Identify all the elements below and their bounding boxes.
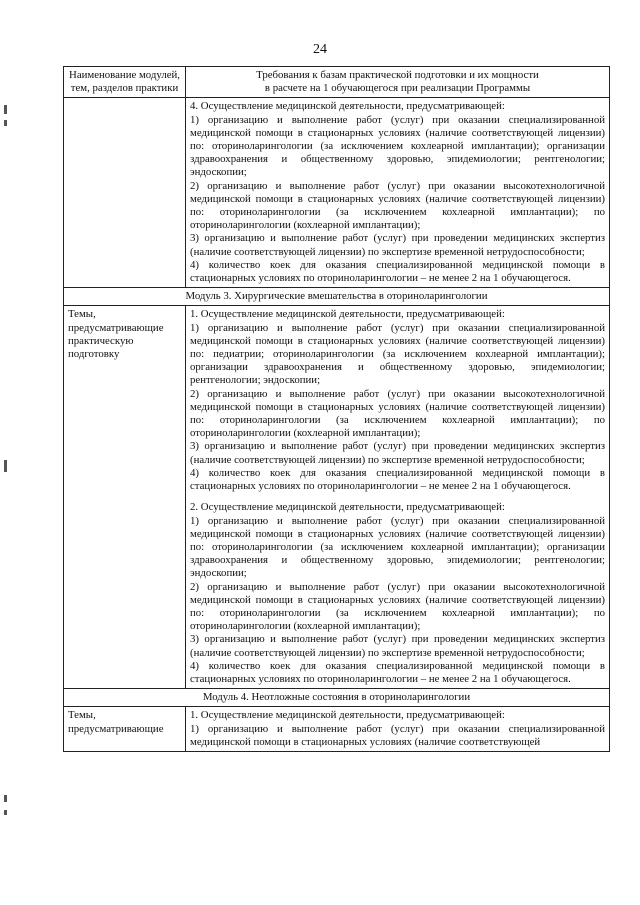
paragraph: 1) организацию и выполнение работ (услуг) при оказании специализированной медицинской помощи в стационарных условиях (наличие соответствующей лицензии) по: оториноларингологии (за исключением кохлеарной имплантации); организации здравоохранения и общественному здоровью, эпидемиологии; рентгенологии; эндоскопии; [190, 514, 605, 580]
header-modules: Наименование модулей, тем, разделов практики [64, 67, 186, 98]
table-row [64, 707, 610, 752]
paragraph: 3) организацию и выполнение работ (услуг) при проведении медицинских экспертиз (наличие соответствующей лицензии) по экспертизе временной нетрудоспособности; [190, 232, 605, 258]
module-3-title-row [64, 288, 610, 306]
module-4-requirements [186, 707, 610, 752]
paragraph: 1. Осуществление медицинской деятельности, предусматривающей: [190, 308, 505, 321]
table-row [64, 98, 610, 288]
table-header-row [64, 67, 610, 98]
paragraph: 3) организацию и выполнение работ (услуг) при проведении медицинских экспертиз (наличие соответствующей лицензии) по экспертизе временной нетрудоспособности; [190, 633, 605, 659]
table-row [64, 306, 610, 689]
header-requirements [186, 67, 610, 98]
header-requirements-line2: в расчете на 1 обучающегося при реализации Программы [264, 82, 531, 95]
module-4-title: Модуль 4. Неотложные состояния в оториноларингологии [64, 689, 610, 707]
module-3-topic-label: Темы, предусматривающие практическую подготовку [64, 306, 186, 689]
paragraph: 4) количество коек для оказания специализированной медицинской помощи в стационарных условиях по оториноларингологии – не менее 2 на 1 обучающегося. [190, 258, 605, 285]
paragraph: 2) организацию и выполнение работ (услуг) при оказании высокотехнологичной медицинской помощи в стационарных условиях (наличие соответствующей лицензии) по: оториноларингологии (за исключением кохлеарной имплантации); по оториноларингологии (кохлеарной имплантации); [190, 179, 605, 232]
paragraph: 4. Осуществление медицинской деятельности, предусматривающей: [190, 100, 505, 113]
paragraph: 1. Осуществление медицинской деятельности, предусматривающей: [190, 709, 505, 722]
paragraph: 2. Осуществление медицинской деятельности, предусматривающей: [190, 501, 505, 514]
module-3-title: Модуль 3. Хирургические вмешательства в оториноларингологии [64, 288, 610, 306]
requirement-block [190, 709, 605, 749]
header-requirements-line1: Требования к базам практической подготовки и их мощности [256, 69, 539, 81]
paragraph: 1) организацию и выполнение работ (услуг) при оказании специализированной медицинской помощи в стационарных условиях (наличие соответствующей лицензии) по: оториноларингологии (за исключением кохлеарной имплантации); организации здравоохранения и общественному здоровью, эпидемиологии; рентгенологии; эндоскопии; [190, 113, 605, 179]
paragraph: 2) организацию и выполнение работ (услуг) при оказании высокотехнологичной медицинской помощи в стационарных условиях (наличие соответствующей лицензии) по: оториноларингологии (за исключением кохлеарной имплантации); по оториноларингологии (кохлеарной имплантации); [190, 580, 605, 633]
module-3-requirements [186, 306, 610, 689]
continued-requirements [186, 98, 610, 288]
paragraph: 4) количество коек для оказания специализированной медицинской помощи в стационарных условиях по оториноларингологии – не менее 2 на 1 обучающегося. [190, 466, 605, 493]
page-number: 24 [313, 42, 327, 57]
requirement-block [190, 308, 605, 493]
paragraph: 2) организацию и выполнение работ (услуг) при оказании высокотехнологичной медицинской помощи в стационарных условиях (наличие соответствующей лицензии) по: оториноларингологии (за исключением кохлеарной имплантации); по оториноларингологии (кохлеарной имплантации); [190, 387, 605, 440]
paragraph: 3) организацию и выполнение работ (услуг) при проведении медицинских экспертиз (наличие соответствующей лицензии) по экспертизе временной нетрудоспособности; [190, 440, 605, 466]
empty-topic-cell [64, 98, 186, 288]
module-4-topic-label: Темы, предусматривающие [64, 707, 186, 752]
paragraph: 1) организацию и выполнение работ (услуг) при оказании специализированной медицинской помощи в стационарных условиях (наличие соответствующей [190, 722, 605, 748]
paragraph: 1) организацию и выполнение работ (услуг) при оказании специализированной медицинской помощи в стационарных условиях (наличие соответствующей лицензии) по: педиатрии; оториноларингологии (за исключением кохлеарной имплантации); организации здравоохранения и общественному здоровью, эпидемиологии; рентгенологии; эндоскопии; [190, 321, 605, 387]
module-4-title-row [64, 689, 610, 707]
requirement-block [190, 501, 605, 686]
requirements-table [63, 66, 610, 752]
paragraph: 4) количество коек для оказания специализированной медицинской помощи в стационарных условиях по оториноларингологии – не менее 2 на 1 обучающегося. [190, 659, 605, 685]
